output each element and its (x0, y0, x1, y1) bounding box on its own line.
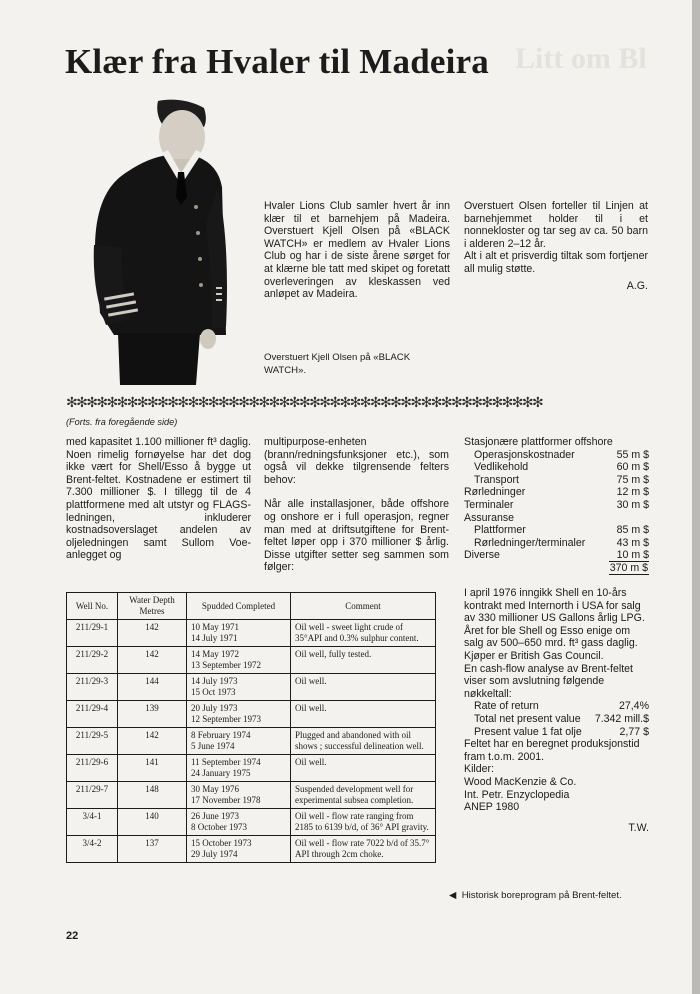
key-figure-label: Total net present value (474, 712, 581, 725)
cost-value: 55 m $ (616, 448, 649, 461)
water-depth-cell: 142 (118, 620, 187, 647)
cost-row (464, 499, 649, 512)
table-row (67, 809, 436, 836)
water-depth-cell: 142 (118, 647, 187, 674)
key-figure-value: 7.342 mill.$ (594, 712, 649, 725)
spudded-date: 20 July 1973 (191, 703, 238, 713)
cost-value: 30 m $ (616, 498, 649, 511)
body-column-2 (264, 436, 449, 574)
decorative-divider: ✻✻✻✻✻✻✻✻✻✻✻✻✻✻✻✻✻✻✻✻✻✻✻✻✻✻✻✻✻✻✻✻✻✻✻✻✻✻✻✻✻✻✻✻✻✻✻ (66, 394, 543, 410)
cost-label: Operasjonskostnader (474, 448, 575, 461)
cost-value: 60 m $ (616, 461, 649, 474)
cost-value: 75 m $ (616, 473, 649, 486)
cost-row (464, 512, 649, 525)
table-caption (449, 890, 622, 901)
sources-label: Kilder: (464, 763, 495, 776)
body-paragraph: multipurpose-enheten (brann/redningsfunksjoner etc.), som også vil dekke tilgrensende felters behov: (264, 436, 449, 486)
comment-cell: Oil well. (291, 674, 436, 701)
intro-paragraph: Hvaler Lions Club samler hvert år inn klær til et barnehjem på Madeira. Overstuert Kjell Olsen på «BLACK WATCH» er medlem av Hvaler Lions Club og har i de siste årene sørget for at klærne ble tatt med skipet og foretatt overleveringen av kleskassen ved anløpet av Madeira. (264, 200, 450, 301)
water-depth-cell: 140 (118, 809, 187, 836)
dates-cell (187, 836, 291, 863)
well-number-cell: 211/29-3 (67, 674, 118, 701)
author-signature: A.G. (626, 279, 648, 292)
comment-cell: Plugged and abandoned with oil shows ; successful delineation well. (291, 728, 436, 755)
intro-paragraph: Alt i alt et prisverdig tiltak som fortjener all mulig støtte. (464, 250, 648, 275)
cost-row (464, 524, 649, 537)
well-number-cell: 211/29-4 (67, 701, 118, 728)
source-item: ANEP 1980 (464, 801, 520, 814)
column-header-depth: Water Depth Metres (118, 593, 187, 620)
intro-paragraph: Overstuert Olsen forteller til Linjen at barnehjemmet holder til i et nonnekloster og tar seg av ca. 50 barn i alderen 2–12 år. (464, 200, 648, 250)
column-header-comment: Comment (291, 593, 436, 620)
completed-date: 24 January 1975 (191, 768, 251, 778)
well-number-cell: 211/29-2 (67, 647, 118, 674)
continued-label: (Forts. fra foregående side) (66, 417, 178, 427)
cost-row (464, 537, 649, 550)
completed-date: 15 Oct 1973 (191, 687, 236, 697)
spudded-date: 8 February 1974 (191, 730, 251, 740)
water-depth-cell: 137 (118, 836, 187, 863)
cost-row (464, 486, 649, 499)
cost-row (464, 449, 649, 462)
key-figure-row (464, 726, 649, 739)
source-item: Int. Petr. Enzyclopedia (464, 788, 570, 801)
cost-label: Plattformer (474, 524, 526, 537)
completed-date: 12 September 1973 (191, 714, 261, 724)
dates-cell (187, 728, 291, 755)
show-through-text: Litt om Bl (515, 42, 647, 75)
body-paragraph: med kapasitet 1.100 millioner ft³ daglig. Noen rimelig fornøyelse har det dog ikke vært for Shell/Esso å bygge ut Brent-feltet. Kostnadene er estimert til 7.300 millioner $. I tillegg til de 4 plattformene med alt utstyr og FLAGS-ledningen, inkluderer kostnadsoverslaget andelen av oljeledningen samt Sullom Voe-anlegget og (66, 436, 251, 562)
table-row (67, 728, 436, 755)
column-header-spudded: Spudded Completed (187, 593, 291, 620)
completed-date: 13 September 1972 (191, 660, 261, 670)
cost-list (464, 449, 649, 562)
photo-caption: Overstuert Kjell Olsen på «BLACK WATCH». (264, 352, 411, 376)
comment-cell: Suspended development well for experimental subsea completion. (291, 782, 436, 809)
dates-cell (187, 755, 291, 782)
well-number-cell: 3/4-2 (67, 836, 118, 863)
comment-cell: Oil well - flow rate 7022 b/d of 35.7° API through 2cm choke. (291, 836, 436, 863)
cost-value: 12 m $ (616, 486, 649, 499)
body-paragraph: En cash-flow analyse av Brent-feltet viser som avslutning følgende nøkkeltall: (464, 662, 633, 700)
body-paragraph: I april 1976 inngikk Shell en 10-års kontrakt med Internorth i USA for salg av 330 millioner US Gallons årlig LPG. Året for ble Shell og Esso enige om salg av 500–650 mrd. ft³ gass daglig. Kjøper er British Gas Council. (464, 587, 645, 662)
arrow-left-icon: ◀ (449, 890, 457, 901)
key-figure-value: 2,77 $ (619, 725, 649, 738)
table-row (67, 620, 436, 647)
author-signature: T.W. (628, 821, 649, 834)
wells-table (66, 592, 436, 863)
officer-portrait-photo (90, 95, 235, 385)
water-depth-cell: 139 (118, 701, 187, 728)
well-number-cell: 211/29-1 (67, 620, 118, 647)
dates-cell (187, 782, 291, 809)
cost-label: Assuranse (464, 511, 515, 524)
well-number-cell: 3/4-1 (67, 809, 118, 836)
table-row (67, 755, 436, 782)
cost-breakdown (464, 436, 649, 576)
table-row (67, 782, 436, 809)
dates-cell (187, 647, 291, 674)
completed-date: 14 July 1971 (191, 633, 238, 643)
comment-cell: Oil well. (291, 701, 436, 728)
key-figure-row (464, 713, 649, 726)
spudded-date: 10 May 1971 (191, 622, 239, 632)
well-number-cell: 211/29-6 (67, 755, 118, 782)
spudded-date: 15 October 1973 (191, 838, 252, 848)
cost-heading: Stasjonære plattformer offshore (464, 436, 613, 448)
table-row (67, 674, 436, 701)
body-column-3 (464, 587, 649, 834)
cost-total-value: 370 m $ (609, 561, 648, 574)
key-figure-value: 27,4% (618, 700, 649, 713)
completed-date: 5 June 1974 (191, 741, 235, 751)
cost-row (464, 461, 649, 474)
comment-cell: Oil well - flow rate ranging from 2185 to 6139 b/d, of 36° API gravity. (291, 809, 436, 836)
comment-cell: Oil well - sweet light crude of 35°API and 0.3% sulphur content. (291, 620, 436, 647)
dates-cell (187, 809, 291, 836)
cost-value: 85 m $ (616, 524, 649, 537)
key-figure-label: Rate of return (474, 700, 539, 713)
article-title: Klær fra Hvaler til Madeira (65, 42, 489, 81)
completed-date: 17 November 1978 (191, 795, 261, 805)
cost-total (464, 562, 649, 576)
column-header-well: Well No. (67, 593, 118, 620)
water-depth-cell: 144 (118, 674, 187, 701)
cost-label: Diverse (464, 549, 500, 562)
comment-cell: Oil well. (291, 755, 436, 782)
spudded-date: 30 May 1976 (191, 784, 239, 794)
wells-table-body (67, 620, 436, 863)
cost-row (464, 474, 649, 487)
body-paragraph: Når alle installasjoner, både offshore og onshore er i full operasjon, regner man med at driftsutgiftene for Brent-feltet løper opp i 370 millioner $ årlig. Disse utgifter setter seg sammen som følger: (264, 498, 449, 574)
cost-label: Transport (474, 473, 519, 486)
intro-column-right (464, 200, 648, 292)
spudded-date: 26 June 1973 (191, 811, 239, 821)
table-header-row (67, 593, 436, 620)
well-number-cell: 211/29-5 (67, 728, 118, 755)
cost-value: 43 m $ (616, 536, 649, 549)
page-number: 22 (66, 930, 79, 942)
completed-date: 8 October 1973 (191, 822, 247, 832)
table-row (67, 647, 436, 674)
completed-date: 29 July 1974 (191, 849, 238, 859)
cost-label: Vedlikehold (474, 461, 529, 474)
page-edge (692, 0, 700, 994)
cost-label: Rørledninger/terminaler (474, 536, 586, 549)
dates-cell (187, 701, 291, 728)
cost-label: Terminaler (464, 498, 514, 511)
body-column-1 (66, 436, 251, 562)
spudded-date: 11 September 1974 (191, 757, 261, 767)
key-figures (464, 700, 649, 738)
well-number-cell: 211/29-7 (67, 782, 118, 809)
cost-value: 10 m $ (616, 549, 649, 562)
body-paragraph: Feltet har en beregnet produksjonstid fram t.o.m. 2001. (464, 738, 640, 763)
table-row (67, 836, 436, 863)
spudded-date: 14 July 1973 (191, 676, 238, 686)
comment-cell: Oil well, fully tested. (291, 647, 436, 674)
table-row (67, 701, 436, 728)
intro-column-left (264, 200, 450, 301)
water-depth-cell: 142 (118, 728, 187, 755)
table-caption-text: Historisk boreprogram på Brent-feltet. (461, 890, 622, 901)
key-figure-label: Present value 1 fat olje (474, 725, 582, 738)
spudded-date: 14 May 1972 (191, 649, 239, 659)
cost-label: Rørledninger (464, 486, 526, 499)
water-depth-cell: 141 (118, 755, 187, 782)
key-figure-row (464, 700, 649, 713)
water-depth-cell: 148 (118, 782, 187, 809)
source-item: Wood MacKenzie & Co. (464, 775, 577, 788)
dates-cell (187, 674, 291, 701)
sources-list (464, 776, 649, 814)
dates-cell (187, 620, 291, 647)
